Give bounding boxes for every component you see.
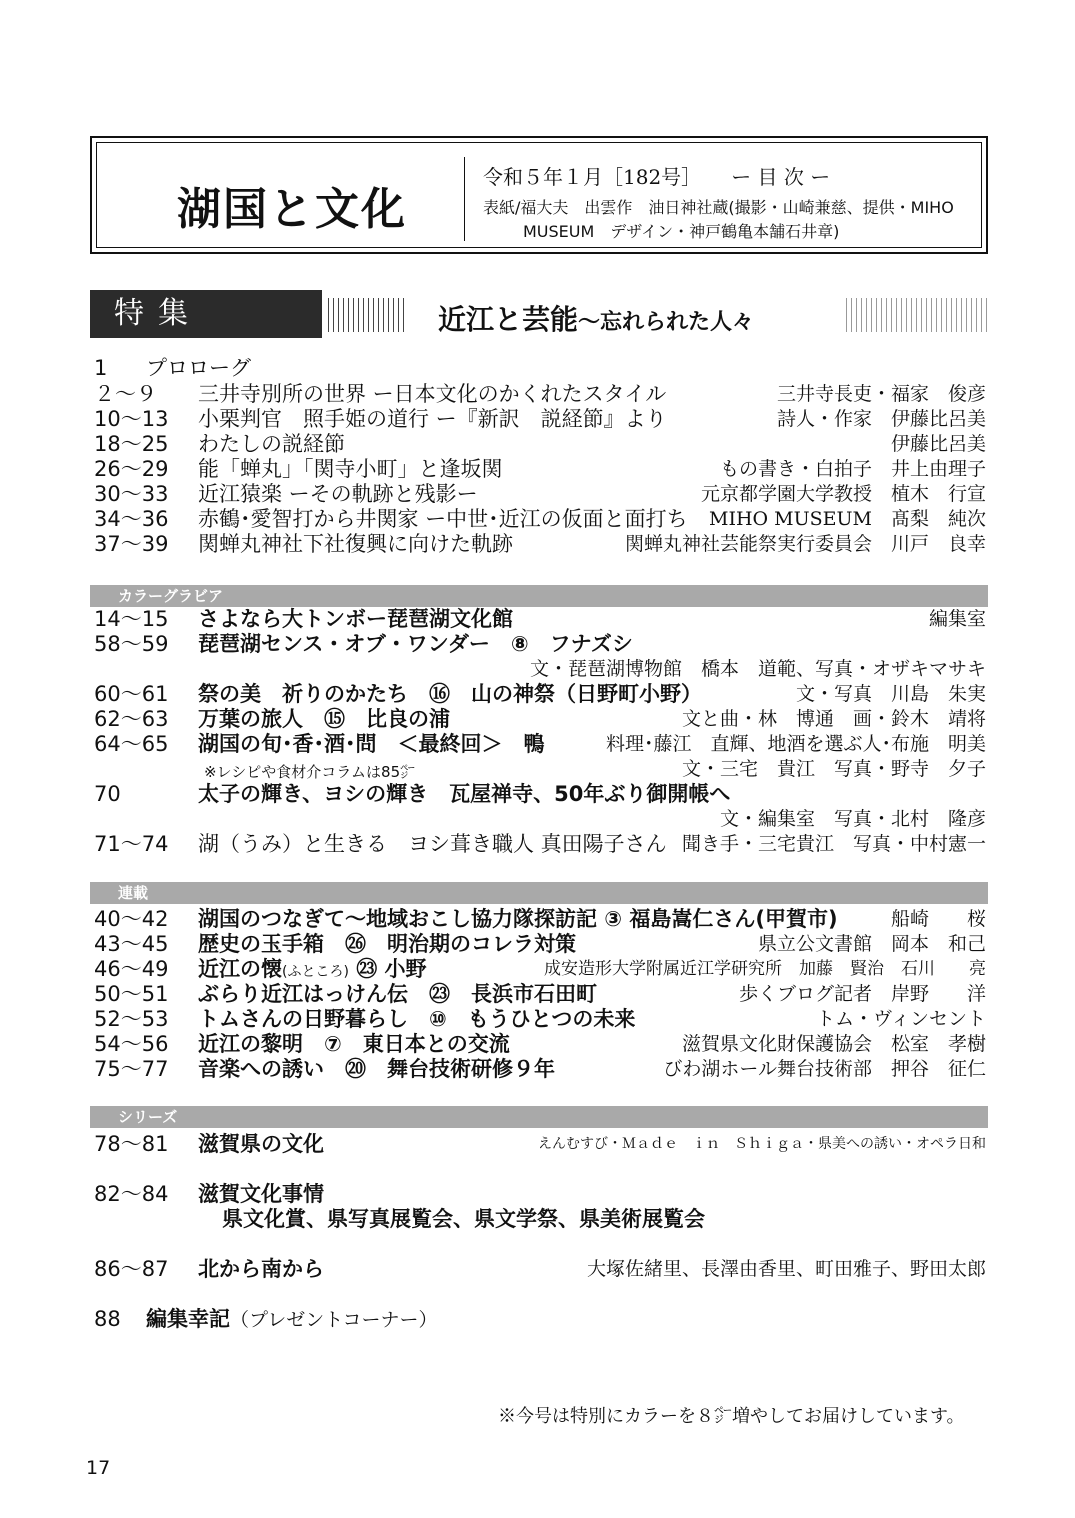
toc-entry <box>94 732 986 757</box>
toc-entry <box>94 1132 986 1157</box>
entry-page: 86～87 <box>94 1257 169 1281</box>
entry-title: 湖国のつなぎて～地域おこし協力隊探訪記 ③ 福島嵩仁さん(甲賀市) <box>198 907 838 931</box>
entry-title: 赤鶴･愛智打から井関家 ー中世･近江の仮面と面打ち <box>198 507 688 531</box>
entry-page: 82～84 <box>94 1182 169 1206</box>
entry-title: トムさんの日野暮らし ⑩ もうひとつの未来 <box>198 1007 636 1031</box>
entry-title: 湖（うみ）と生きる ヨシ葺き職人 真田陽子さん <box>198 832 667 856</box>
masthead-divider <box>464 157 465 241</box>
entry-title: プロローグ <box>146 356 251 380</box>
entry-title: 滋賀文化事情 <box>198 1182 324 1206</box>
entry-title: 近江猿楽 ーその軌跡と残影ー <box>198 482 478 506</box>
entry-author: 三井寺長吏・福家 俊彦 <box>776 383 986 405</box>
entry-author: MIHO MUSEUM 髙梨 純次 <box>709 508 986 530</box>
entry-title: わたしの説経節 <box>198 432 345 456</box>
entry-page: 71～74 <box>94 832 169 856</box>
entry-page: 52～53 <box>94 1007 169 1031</box>
entry-author: 県立公文書館 岡本 和己 <box>757 933 986 955</box>
entry-title: ぶらり近江はっけん伝 ㉓ 長浜市石田町 <box>198 982 597 1006</box>
entry-page: 18～25 <box>94 432 169 456</box>
toc-entry <box>94 782 986 807</box>
issue-date: 令和５年１月［182号］ <box>483 165 702 189</box>
magazine-title: 湖国と文化 <box>177 184 407 235</box>
entry-page: 88 <box>94 1307 121 1331</box>
feature-title <box>438 298 754 338</box>
entry-page: 1 <box>94 356 108 380</box>
entry-author: 聞き手・三宅貴江 写真・中村憲一 <box>681 833 986 855</box>
entry-page: 40～42 <box>94 907 169 931</box>
toc-label: ー 目 次 ー <box>731 165 831 189</box>
entry-author: 文・写真 川島 朱実 <box>795 683 986 705</box>
toc-entry <box>94 1057 986 1082</box>
entry-page: 50～51 <box>94 982 169 1006</box>
entry-author: びわ湖ホール舞台技術部 押谷 征仁 <box>663 1058 986 1080</box>
entry-title-main: 近江の懐 <box>198 957 282 981</box>
entry-page: 43～45 <box>94 932 169 956</box>
entry-page: 62～63 <box>94 707 169 731</box>
toc-entry <box>94 1307 986 1332</box>
entry-subtitle-line: 県文化賞、県写真展覧会、県文学祭、県美術展覧会 <box>222 1207 705 1231</box>
entry-author: 滋賀県文化財保護協会 松室 孝樹 <box>681 1033 986 1055</box>
entry-page: ２～９ <box>94 382 157 406</box>
entry-author: 歩くブログ記者 岸野 洋 <box>738 983 986 1005</box>
entry-author: 文と曲・林 博通 画・鈴木 靖将 <box>681 708 986 730</box>
entry-title: 太子の輝き、ヨシの輝き 瓦屋禅寺、50年ぶり御開帳へ <box>198 782 731 806</box>
entry-title: 万葉の旅人 ⑮ 比良の浦 <box>198 707 450 731</box>
entry-author: 関蝉丸神社芸能祭実行委員会 川戸 良幸 <box>624 533 986 555</box>
toc-entry <box>94 932 986 957</box>
entry-author: 料理･藤江 直輝、地酒を選ぶ人･布施 明美 <box>605 733 986 755</box>
cover-credit-line-1: 表紙/福大夫 出雲作 油日神社蔵(撮影・山崎兼慈、提供・MIHO <box>483 198 954 217</box>
entry-author-line: 文・琵琶湖博物館 橋本 道範、写真・オザキマサキ <box>529 658 986 680</box>
feature-label: 特集 <box>90 290 322 338</box>
entry-author: 詩人・作家 伊藤比呂美 <box>776 408 986 430</box>
entry-author: 伊藤比呂美 <box>890 433 986 455</box>
entry-title: 音楽への誘い ⑳ 舞台技術研修９年 <box>198 1057 555 1081</box>
entry-title: 北から南から <box>198 1257 324 1281</box>
section-bar-color-gravure: カラーグラビア <box>90 585 988 607</box>
entry-title: 湖国の旬･香･酒･問 ＜最終回＞ 鴨 <box>198 732 545 756</box>
toc-entry <box>94 707 986 732</box>
section-bar-series: シリーズ <box>90 1106 988 1128</box>
issue-line <box>483 161 830 190</box>
footer-note: ※今号は特別にカラーを８㌻増やしてお届けしています。 <box>498 1406 965 1427</box>
toc-entry <box>94 532 986 557</box>
entry-title: 歴史の玉手箱 ㉖ 明治期のコレラ対策 <box>198 932 576 956</box>
entry-author-line: 文・編集室 写真・北村 隆彦 <box>719 808 986 830</box>
entry-title: 近江の黎明 ⑦ 東日本との交流 <box>198 1032 510 1056</box>
entry-page: 46～49 <box>94 957 169 981</box>
entry-title <box>198 957 427 985</box>
toc-entry <box>94 907 986 932</box>
entry-title: 関蝉丸神社下社復興に向けた軌跡 <box>198 532 513 556</box>
section-bar-serial: 連載 <box>90 882 988 904</box>
entry-page: 34～36 <box>94 507 169 531</box>
masthead-inner-frame <box>96 142 982 248</box>
entry-title: 琵琶湖センス・オブ・ワンダー ⑧ フナズシ <box>198 632 633 656</box>
toc-entry <box>94 356 986 381</box>
recipe-note: ※レシピや食材介コラムは85㌻ <box>204 763 416 781</box>
entry-page: 26～29 <box>94 457 169 481</box>
entry-title: 三井寺別所の世界 ー日本文化のかくれたスタイル <box>198 382 667 406</box>
postscript-note: （プレゼントコーナー） <box>230 1309 438 1331</box>
entry-title: さよなら大トンボー琵琶湖文化館 <box>198 607 513 631</box>
entry-page: 60～61 <box>94 682 169 706</box>
toc-entry <box>94 1032 986 1057</box>
toc-entry <box>94 1257 986 1282</box>
entry-title <box>146 1307 437 1333</box>
feature-subtitle: ～忘れられた人々 <box>578 309 755 335</box>
entry-author: 成安造形大学附属近江学研究所 加藤 賢治 石川 亮 <box>544 959 986 979</box>
entry-title-rest: ㉓ 小野 <box>348 957 427 981</box>
entry-page: 30～33 <box>94 482 169 506</box>
entry-page: 64～65 <box>94 732 169 756</box>
toc-entry <box>94 982 986 1007</box>
page-number: 17 <box>86 1457 111 1479</box>
cover-credit-line-2: MUSEUM デザイン・神戸鶴亀本舗石井章) <box>523 222 840 241</box>
entry-page: 14～15 <box>94 607 169 631</box>
entry-author: 元京都学園大学教授 植木 行宣 <box>700 483 986 505</box>
entry-page: 54～56 <box>94 1032 169 1056</box>
entry-author-line: 文・三宅 貴江 写真・野寺 夕子 <box>681 758 986 780</box>
entry-page: 58～59 <box>94 632 169 656</box>
toc-entry <box>94 957 986 982</box>
toc-entry <box>94 632 986 657</box>
entry-page: 37～39 <box>94 532 169 556</box>
hatch-decoration-right <box>846 298 988 332</box>
feature-title-main: 近江と芸能 <box>438 303 579 336</box>
entry-author: えんむすび・Ｍａｄｅ ｉｎ Ｓｈｉｇａ・県美への誘い・オペラ日和 <box>538 1136 986 1152</box>
toc-entry <box>94 407 986 432</box>
toc-entry <box>94 482 986 507</box>
entry-author: もの書き・白拍子 井上由理子 <box>719 458 986 480</box>
entry-title: 祭の美 祈りのかたち ⑯ 山の神祭（日野町小野） <box>198 682 702 706</box>
toc-entry <box>94 457 986 482</box>
entry-title: 滋賀県の文化 <box>198 1132 324 1156</box>
entry-author: トム・ヴィンセント <box>816 1008 986 1030</box>
masthead-box <box>90 136 988 254</box>
entry-page: 70 <box>94 782 121 806</box>
postscript-title: 編集幸記 <box>146 1307 230 1331</box>
entry-title-ruby: (ふところ) <box>282 964 349 980</box>
entry-page: 78～81 <box>94 1132 169 1156</box>
toc-entry <box>94 1007 986 1032</box>
entry-author: 船崎 桜 <box>890 908 986 930</box>
toc-entry <box>94 1182 986 1207</box>
toc-entry <box>94 607 986 632</box>
toc-entry <box>94 682 986 707</box>
entry-title: 能「蝉丸」「関寺小町」と逢坂関 <box>198 457 503 481</box>
toc-entry <box>94 832 986 857</box>
entry-page: 75～77 <box>94 1057 169 1081</box>
toc-entry <box>94 507 986 532</box>
hatch-decoration-left <box>328 298 406 332</box>
toc-entry <box>94 432 986 457</box>
entry-author: 大塚佐緒里、長澤由香里、町田雅子、野田太郎 <box>586 1258 986 1280</box>
entry-title: 小栗判官 照手姫の道行 ー『新訳 説経節』より <box>198 407 667 431</box>
toc-entry <box>94 382 986 407</box>
entry-author: 編集室 <box>928 608 986 630</box>
entry-page: 10～13 <box>94 407 169 431</box>
